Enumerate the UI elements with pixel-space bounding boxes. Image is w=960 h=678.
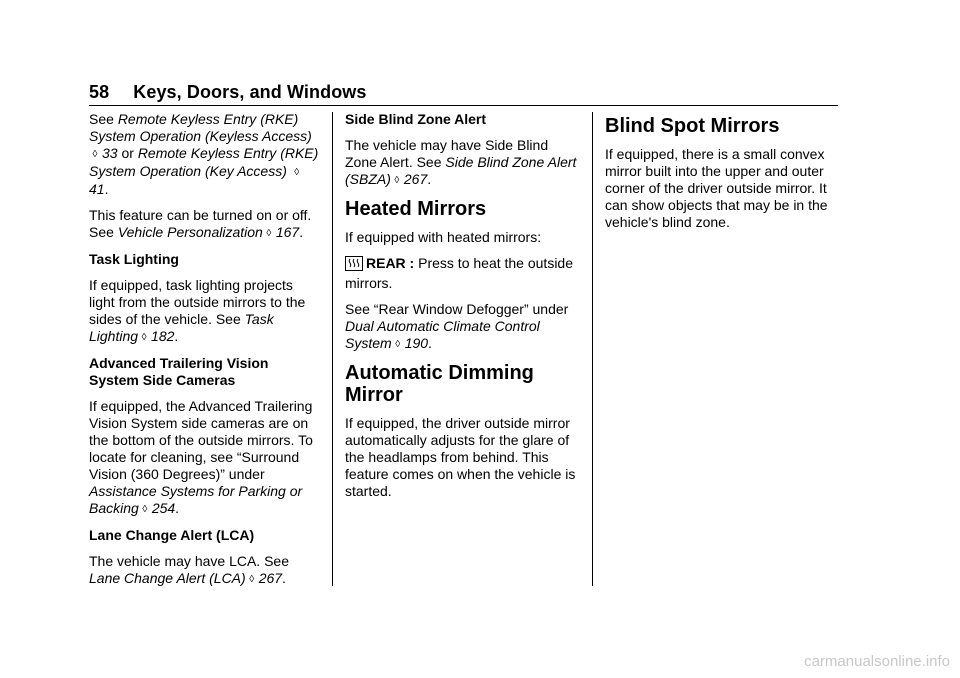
column-1: [89, 111, 321, 597]
text: .: [427, 171, 432, 187]
heated-mirrors-heading: Heated Mirrors: [345, 198, 487, 220]
text: .: [175, 500, 180, 516]
rear-label: REAR :: [366, 255, 415, 271]
column-divider-2: [592, 112, 593, 586]
page-ref-icon: ◊: [395, 339, 401, 350]
column-2: [345, 111, 582, 509]
text: If equipped, the Advanced Trailering Vision System side cameras are on the bottom of the outside mirrors. To locate for cleaning, see “Surround Vision (360 Degrees)” under: [89, 398, 313, 482]
text: The vehicle may have Side Blind Zone Alert. See: [345, 137, 549, 170]
text: Press to heat the outside mirrors.: [345, 255, 573, 291]
page-ref[interactable]: 33: [102, 145, 118, 161]
rear-defog-icon: [345, 256, 363, 275]
page-ref-icon: ◊: [266, 228, 272, 239]
text: See: [89, 111, 118, 127]
page-ref[interactable]: 267: [403, 171, 428, 187]
page-ref-icon: ◊: [394, 175, 400, 186]
climate-control-link[interactable]: Dual Automatic Climate Control System: [345, 318, 540, 351]
column-3: [605, 111, 839, 240]
page-ref-icon: ◊: [142, 504, 148, 515]
page-ref[interactable]: 267: [258, 570, 283, 586]
header-rule: [89, 105, 838, 106]
heated-intro: If equipped with heated mirrors:: [345, 229, 542, 245]
task-lighting-paragraph: [89, 277, 321, 346]
page-ref-icon: ◊: [92, 149, 98, 160]
atv-heading: Advanced Trailering Vision System Side Cameras: [89, 355, 269, 388]
sbza-paragraph: [345, 137, 582, 189]
rke-key-link[interactable]: Remote Keyless Entry (RKE) System Operation (Key Access): [89, 145, 319, 179]
text: If equipped, task lighting projects light from the outside mirrors to the sides of the vehicle. See: [89, 277, 306, 327]
task-lighting-heading: Task Lighting: [89, 251, 179, 267]
text: The vehicle may have LCA. See: [89, 553, 289, 569]
defogger-paragraph: [345, 301, 582, 353]
page-ref-icon: ◊: [249, 574, 255, 585]
text: .: [104, 181, 109, 197]
auto-dimming-paragraph: If equipped, the driver outside mirror automatically adjusts for the glare of the headlamps from behind. This feature comes on when the vehicle is started.: [345, 415, 576, 499]
lca-heading: Lane Change Alert (LCA): [89, 527, 255, 543]
blind-spot-paragraph: If equipped, there is a small convex mirror built into the upper and outer corner of the driver outside mirror. It can show objects that may be in the vehicle's blind zone.: [605, 146, 828, 230]
page-ref-icon: ◊: [294, 167, 300, 178]
watermark: carmanualsonline.info: [804, 653, 950, 670]
task-lighting-link[interactable]: Task Lighting: [89, 311, 274, 344]
rear-defog-paragraph: [345, 255, 582, 292]
text: .: [174, 328, 179, 344]
page-ref[interactable]: 41: [89, 181, 105, 197]
page-number: 58: [89, 82, 110, 102]
section-title: Keys, Doors, and Windows: [133, 82, 367, 102]
auto-dimming-heading: Automatic Dimming Mirror: [345, 362, 534, 406]
text: or: [117, 145, 138, 161]
lca-link[interactable]: Lane Change Alert (LCA): [89, 570, 246, 586]
sbza-heading: Side Blind Zone Alert: [345, 111, 487, 127]
page-ref[interactable]: 190: [404, 335, 429, 351]
page-header: [89, 82, 367, 103]
atv-paragraph: [89, 398, 321, 518]
text: See “Rear Window Defogger” under: [345, 301, 569, 317]
text: .: [428, 335, 432, 351]
text: This feature can be turned on or off. See: [89, 207, 312, 240]
page-ref[interactable]: 182: [151, 328, 175, 344]
sbza-link[interactable]: Side Blind Zone Alert (SBZA): [345, 154, 577, 187]
rke-paragraph: [89, 111, 321, 198]
personalization-link[interactable]: Vehicle Personalization: [117, 224, 263, 240]
page-ref[interactable]: 167: [275, 224, 300, 240]
parking-assist-link[interactable]: Assistance Systems for Parking or Backing: [89, 483, 303, 516]
column-divider-1: [332, 112, 333, 586]
page-ref[interactable]: 254: [151, 500, 176, 516]
text: .: [282, 570, 286, 586]
lca-paragraph: [89, 553, 321, 588]
text: .: [299, 224, 304, 240]
rke-keyless-link[interactable]: Remote Keyless Entry (RKE) System Operation (Keyless Access): [89, 111, 312, 144]
personalization-paragraph: [89, 207, 321, 242]
page-ref-icon: ◊: [141, 332, 147, 343]
blind-spot-heading: Blind Spot Mirrors: [605, 115, 780, 137]
